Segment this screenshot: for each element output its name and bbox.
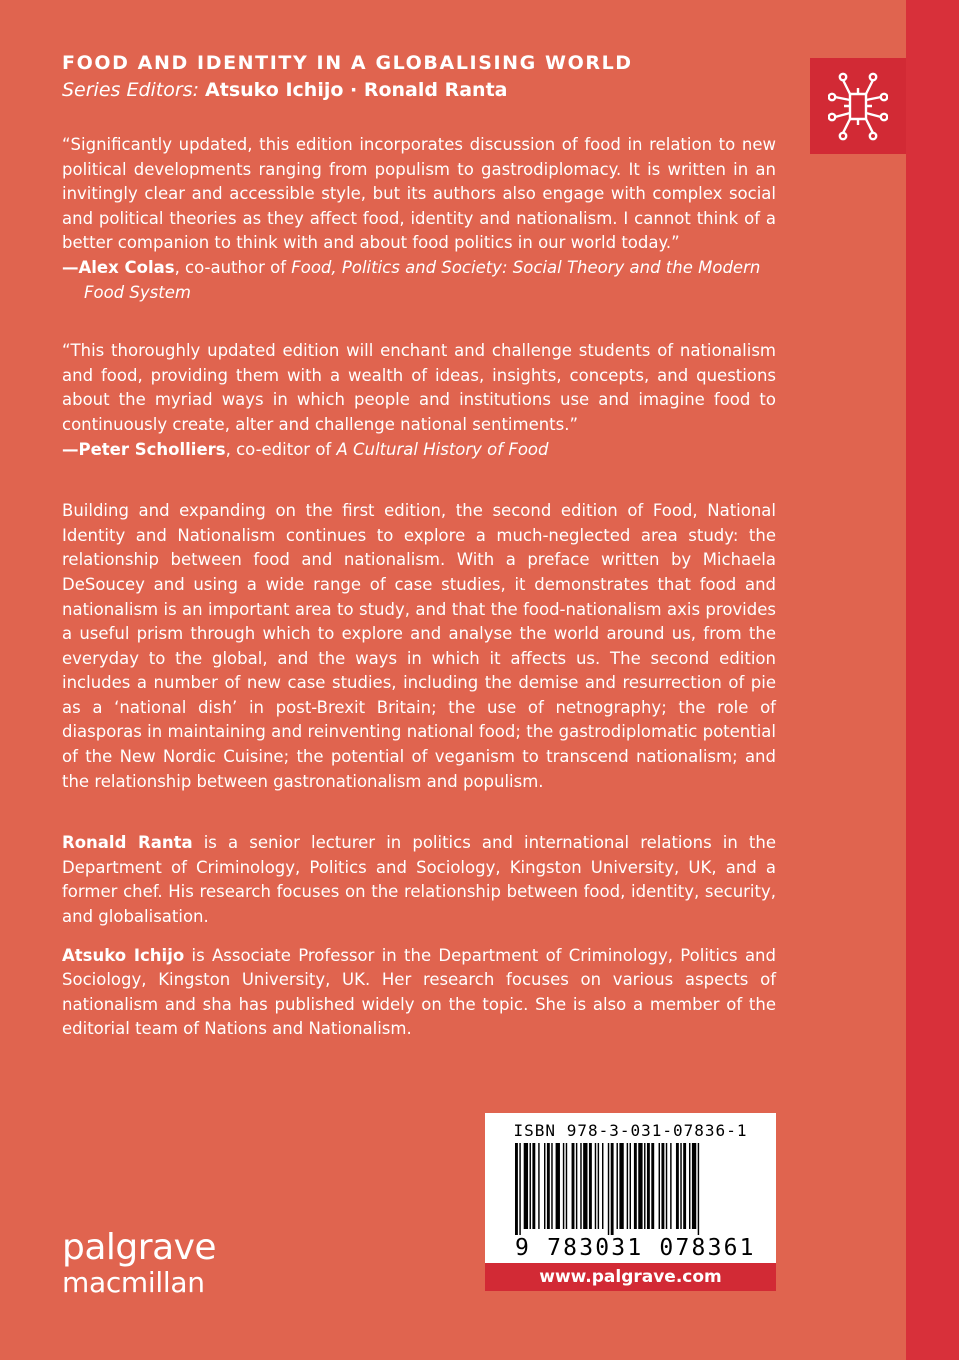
isbn-barcode (485, 1113, 776, 1263)
endorser-role: , co-editor of (225, 439, 337, 459)
barcode-bar (689, 1143, 690, 1229)
barcode-bar (644, 1143, 645, 1229)
author-bio-ichijo (62, 944, 776, 1042)
barcode-bar (630, 1143, 631, 1229)
endorser-book-title: Food, Politics and Society: Social Theory and the Modern (291, 257, 761, 277)
barcode-bar (611, 1143, 614, 1235)
spine-strip (906, 0, 959, 1360)
barcode-bar (544, 1143, 545, 1229)
barcode-bar (659, 1143, 660, 1229)
isbn-label: ISBN 978-3-031-07836-1 (513, 1121, 748, 1140)
barcode-bar (547, 1143, 550, 1229)
barcode-bar (676, 1143, 679, 1229)
barcode-bar (524, 1143, 528, 1229)
endorser-name: Peter Scholliers (78, 439, 226, 459)
endorser-name: Alex Colas (78, 257, 175, 277)
endorsement-quote-2: “This thoroughly updated edition will enchant and challenge students of nationalism and food, providing them with a wealth of ideas, insights, concepts, and questions about the myriad ways in which people and institutions use and imagine food to continuously create, alter and challenge national sentiments.” (62, 341, 776, 434)
barcode-bar (619, 1143, 623, 1229)
barcode-bar (680, 1143, 681, 1229)
author-bio-ranta (62, 831, 776, 929)
palgrave-network-icon (828, 70, 888, 142)
publisher-logo-badge (810, 58, 906, 154)
attribution-dash: — (62, 439, 79, 459)
endorsement-attribution-2 (62, 438, 776, 463)
barcode-bar (589, 1143, 592, 1229)
barcode-bar (572, 1143, 575, 1229)
series-editors (62, 76, 782, 104)
barcode-bar (583, 1143, 587, 1229)
barcode-bar (538, 1143, 539, 1229)
series-title: FOOD AND IDENTITY IN A GLOBALISING WORLD (62, 52, 633, 74)
barcode-digits: 9 783031 078361 (515, 1235, 756, 1261)
barcode-bar (638, 1143, 642, 1229)
attribution-dash: — (62, 257, 79, 277)
publisher-name-line2: macmillan (62, 1266, 205, 1299)
barcode-bar (617, 1143, 618, 1229)
barcode-bar (651, 1143, 654, 1229)
author-bio-text: is a senior lecturer in politics and international relations in the Department of Criminology, Politics and Sociology, Kingston University, UK, and a former chef. His research focuses on the relationship between food, identity, security, and globalisation. (62, 833, 776, 927)
barcode-bars (511, 1143, 751, 1235)
barcode-bar (634, 1143, 637, 1229)
endorsement-attribution-1 (62, 256, 776, 305)
author-name: Atsuko Ichijo (62, 945, 185, 965)
barcode-bar (515, 1143, 518, 1235)
back-cover-text (62, 133, 776, 1042)
author-bio-text: is Associate Professor in the Department of Criminology, Politics and Sociology, Kingston University, UK. Her research focuses on various aspects of nationalism and sha has published widely on the topic. She is also a member of the editorial team of Nations and Nationalism. (62, 945, 776, 1039)
barcode-bar (666, 1143, 667, 1229)
endorser-book-title-cont: Food System (84, 282, 191, 302)
series-editors-names: Atsuko Ichijo · Ronald Ranta (205, 79, 508, 101)
publisher-logo (62, 1228, 216, 1298)
barcode-bar (602, 1143, 603, 1229)
publisher-website[interactable]: www.palgrave.com (485, 1263, 776, 1291)
barcode-bar (576, 1143, 577, 1229)
book-description: Building and expanding on the first edition, the second edition of Food, National Identity and Nationalism continues to explore a much-neglected area study: the relationship between food and nationalism. With a preface written by Michaela DeSoucey and using a wide range of case studies, it demonstrates that food and nationalism is an important area to study, and that the food-nationalism axis provides a useful prism through which to explore and analyse the world around us, from the everyday to the global, and the ways in which it affects us. The second edition includes a number of new case studies, including the demise and resurrection of pie as a ‘national dish’ in post-Brexit Britain; the use of netnography; the role of diasporas in maintaining and reinventing national food; the gastrodiplomatic potential of the New Nordic Cuisine; the potential of veganism to transcend nationalism; and the relationship between gastronationalism and populism. (62, 501, 776, 791)
publisher-name-line1: palgrave (62, 1227, 217, 1268)
barcode-bar (551, 1143, 552, 1229)
barcode-bar (598, 1143, 599, 1229)
barcode-bar (556, 1143, 560, 1229)
endorser-role: , co-author of (174, 257, 292, 277)
barcode-bar (627, 1143, 628, 1229)
series-header (62, 50, 782, 104)
barcode-bar (519, 1143, 520, 1235)
barcode-bar (566, 1143, 567, 1229)
barcode-bar (608, 1143, 609, 1235)
barcode-bar (580, 1143, 581, 1229)
barcode-bar (670, 1143, 671, 1229)
endorser-book-title: A Cultural History of Food (336, 439, 549, 459)
barcode-bar (698, 1143, 699, 1235)
barcode-bar (647, 1143, 650, 1229)
barcode-bar (595, 1143, 596, 1229)
author-name: Ronald Ranta (62, 833, 193, 853)
barcode-bar (683, 1143, 686, 1229)
barcode-bar (532, 1143, 535, 1229)
endorsement-quote-1: “Significantly updated, this edition incorporates discussion of food in relation to new political developments ranging from populism to gastrodiplomacy. It is written in an invitingly clear and accessible style, but its authors also engage with complex social and political theories as they affect food, identity and nationalism. I cannot think of a better companion to think with and about food politics in our world today.” (62, 135, 776, 253)
series-editors-label: Series Editors: (62, 79, 199, 101)
barcode-bar (692, 1143, 696, 1229)
barcode-bar (530, 1143, 531, 1229)
barcode-bar (563, 1143, 564, 1229)
barcode-bar (661, 1143, 664, 1229)
